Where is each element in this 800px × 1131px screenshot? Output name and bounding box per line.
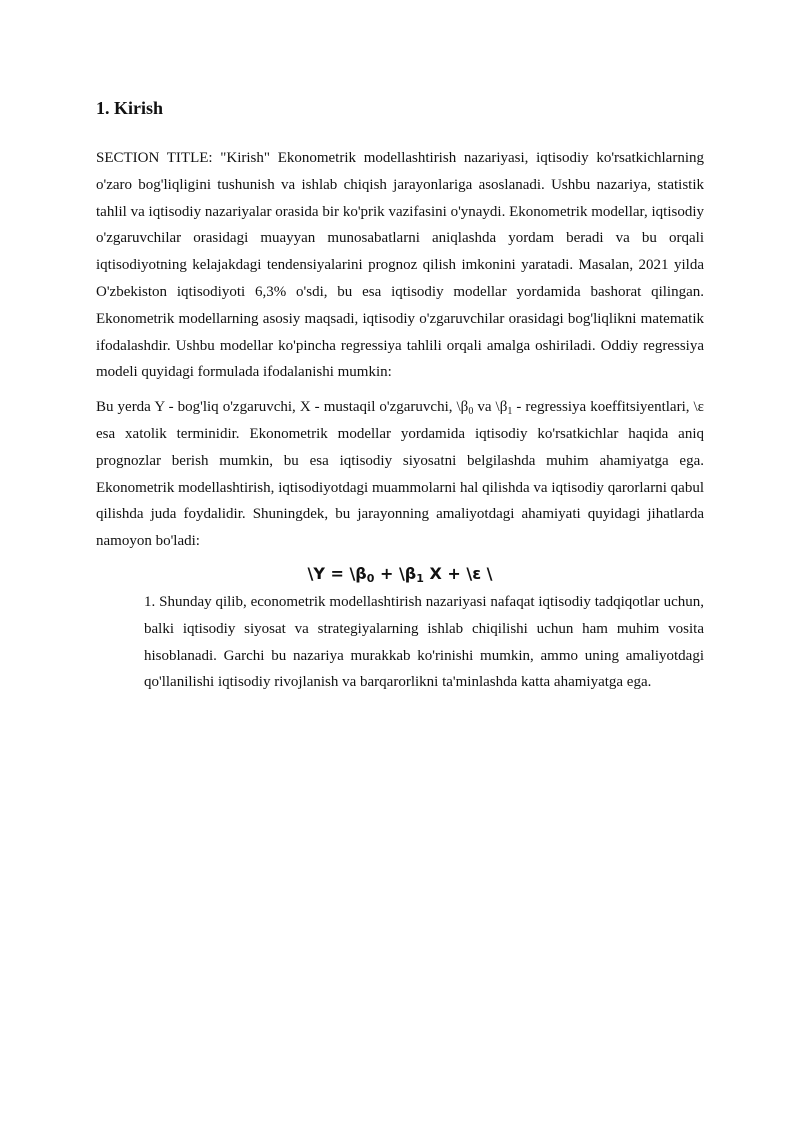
explanation-text-b: va \β <box>473 399 508 416</box>
explanation-text-c: - regressiya koeffitsiyentlari, \ε esa xatolik terminidir. Ekonometrik modellar yordamida iqtisodiy ko'rsatkichlar haqida aniq prognozlar berish mumkin, bu esa iqtisodiy siyosatni belgilashda muhim ahamiyatga ega. Ekonometrik modellashtirish, iqtisodiyotdagi muammolarni hal qilishda va iqtisodiy qarorlarni qabul qilishda juda foydalidir. Shuningdek, bu jarayonning amaliyotdagi ahamiyati quyidagi jihatlarda namoyon bo'ladi: <box>96 399 704 550</box>
formula-text-a: \Y = \β <box>307 563 367 583</box>
list-item: 1. Shunday qilib, econometrik modellashtirish nazariyasi nafaqat iqtisodiy tadqiqotlar uchun, balki iqtisodiy siyosat va strategiyalarning ishlab chiqilishi uchun ham muhim vosita hisoblanadi. Garchi bu nazariya murakkab ko'rinishi mumkin, ammo uning amaliyotdagi qo'llanilishi iqtisodiy rivojlanish va barqarorlikni ta'minlashda katta ahamiyatga ega. <box>144 593 704 691</box>
beta-subscript-0: 0 <box>468 406 474 418</box>
formula-text-c: X + \ε \ <box>423 563 493 583</box>
intro-paragraph: SECTION TITLE: "Kirish" Ekonometrik modellashtirish nazariyasi, iqtisodiy ko'rsatkichlarning o'zaro bog'liqligini tushunish va ishlab chiqish jarayonlariga asoslanadi. Ushbu nazariya, statistik tahlil va iqtisodiy nazariyalar orasida bir ko'prik vazifasini o'ynaydi. Ekonometrik modellar, iqtisodiy o'zgaruvchilar orasidagi muayyan munosabatlarni aniqlashda yordam beradi va bu orqali iqtisodiyotning kelajakdagi tendensiyalarini prognoz qilish imkonini yaratadi. Masalan, 2021 yilda O'zbekiston iqtisodiyoti 6,3% o'sdi, bu esa iqtisodiy modellar yordamida bashorat qilingan. Ekonometrik modellarning asosiy maqsadi, iqtisodiy o'zgaruvchilar orasidagi bog'liqlikni matematik ifodalashdir. Ushbu modellar ko'pincha regressiya tahlili orqali amalga oshiriladi. Oddiy regressiya modeli quyidagi formulada ifodalanishi mumkin: <box>96 150 704 381</box>
explanation-text-a: Bu yerda Y - bog'liq o'zgaruvchi, X - mustaqil o'zgaruvchi, \β <box>96 399 469 416</box>
formula-subscript-1: 1 <box>416 571 424 585</box>
document-page <box>96 96 704 696</box>
beta-subscript-1: 1 <box>507 406 513 418</box>
formula-text-b: + \β <box>374 563 417 583</box>
section-heading: 1. Kirish <box>96 98 164 118</box>
regression-formula <box>96 563 704 585</box>
formula-subscript-0: 0 <box>366 571 375 585</box>
explanation-paragraph <box>96 394 704 555</box>
